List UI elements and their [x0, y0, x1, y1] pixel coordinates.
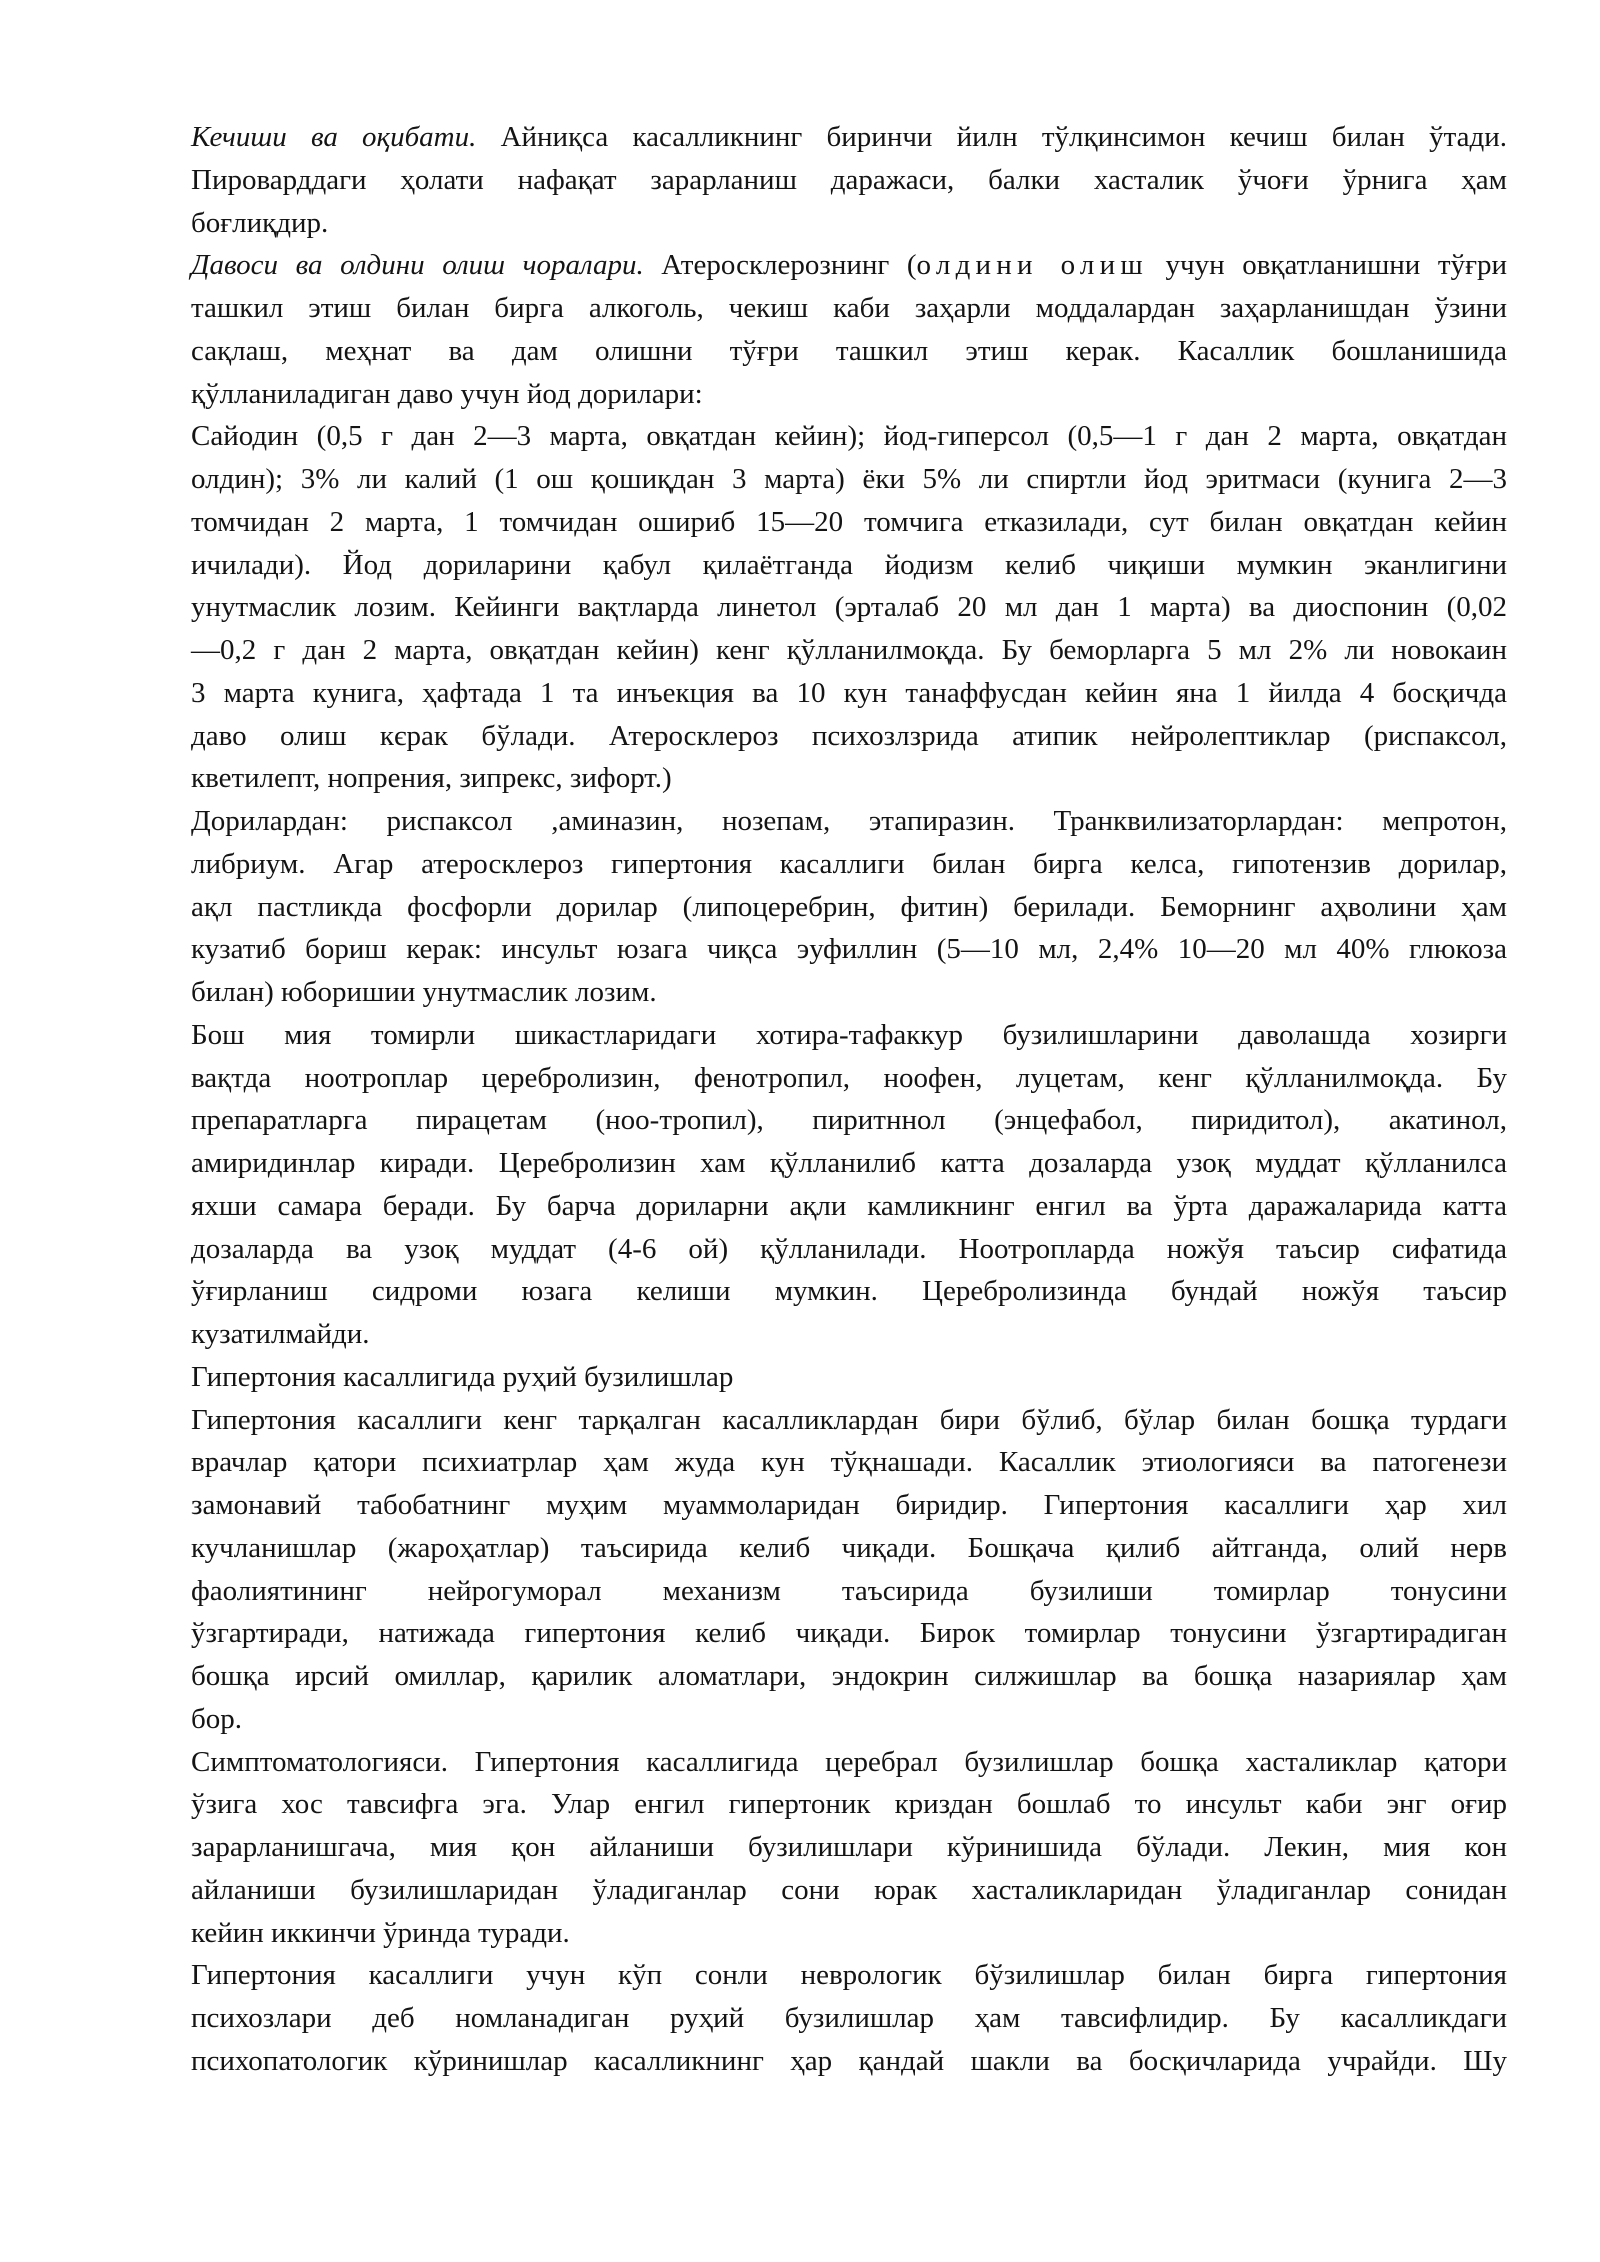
text-line [191, 716, 1507, 756]
text-segment: 3 марта кунига, ҳафтада 1 та инъекция ва 10 кун танаффусдан кейин яна 1 йилда 4 босқичда [191, 676, 1507, 709]
text-segment: қўлланиладиган даво учун йод дорилари: [191, 377, 703, 410]
text-line [191, 801, 1507, 841]
text-line [191, 630, 1507, 670]
text-segment: олдин); 3% ли калий (1 ош қошиқдан 3 марта) ёки 5% ли спиртли йод эритмаси (кунига 2—3 [191, 463, 1507, 495]
text-segment: боғлиқдир. [191, 206, 329, 239]
text-line [191, 844, 1507, 884]
text-line [191, 1955, 1507, 1995]
text-line [191, 1015, 1507, 1055]
text-segment: фаолиятининг нейрогуморал механизм таъсирида бузилиши томирлар тонусини [191, 1574, 1507, 1607]
text-segment: сақлаш, меҳнат ва дам олишни тўғри ташкил этиш керак. Касаллик бошланишида [191, 334, 1507, 367]
text-line [191, 758, 1507, 798]
text-line [191, 1485, 1507, 1525]
text-line [191, 1100, 1507, 1140]
text-line [191, 1870, 1507, 1910]
text-line [191, 502, 1507, 542]
text-segment: айланиши бузилишларидан ўладиганлар сони юрак хасталикларидан ўладиганлар сонидан [191, 1873, 1507, 1906]
text-segment: кучланишлар (жароҳатлар) таъсирида келиб чиқади. Бошқача қилиб айтганда, олий нерв [191, 1531, 1507, 1564]
text-segment: ўзгартиради, натижада гипертония келиб чиқади. Бирок томирлар тонусини ўзгартирадиган [191, 1617, 1507, 1650]
text-segment: бошқа ирсий омиллар, қарилик аломатлари, эндокрин силжишлар ва бошқа назариялар ҳам [191, 1660, 1507, 1692]
text-segment: Дорилардан: риспаксол ,аминазин, нозепам, этапиразин. Транквилизаторлардан: мепротон, [191, 805, 1507, 837]
text-segment: амиридинлар киради. Церебролизин хам қўлланилиб катта дозаларда узоқ муддат қўлланилса [191, 1147, 1507, 1179]
text-segment: кузатиб бориш керак: инсульт юзага чиқса эуфиллин (5—10 мл, 2,4% 10—20 мл 40% глюкоза [191, 933, 1507, 966]
text-line [191, 160, 1507, 200]
text-line [191, 245, 1507, 285]
text-line [191, 1314, 1507, 1354]
text-segment: ақл пастликда фосфорли дорилар (липоцеребрин, фитин) берилади. Беморнинг аҳволини ҳам [191, 890, 1507, 923]
text-line [191, 1699, 1507, 1739]
text-segment: олдини олиш [916, 249, 1148, 282]
text-line [191, 117, 1507, 157]
text-segment: учун овқатланишни тўғри [1147, 249, 1508, 282]
text-segment: кузатилмайди. [191, 1318, 370, 1350]
text-segment: Симптоматологияси. Гипертония касаллигида церебрал бузилишлар бошқа хасталиклар қатори [191, 1745, 1507, 1778]
text-line [191, 459, 1507, 499]
text-segment: Атеросклерознинг ( [643, 249, 917, 282]
text-line [191, 545, 1507, 585]
text-line [191, 1571, 1507, 1611]
text-line [191, 2041, 1507, 2081]
text-line [191, 1442, 1507, 1482]
text-segment: яхши самара беради. Бу барча дориларни ақли камликнинг енгил ва ўрта даражаларида катта [191, 1189, 1507, 1222]
text-segment: билан) юборишии унутмаслик лозим. [191, 976, 657, 1008]
text-segment: бор. [191, 1702, 243, 1735]
text-line [191, 1357, 1507, 1397]
text-segment: дозаларда ва узоқ муддат (4-6 ой) қўлланилади. Ноотропларда ножўя таъсир сифатида [191, 1232, 1507, 1265]
text-segment: врачлар қатори психиатрлар ҳам жуда кун тўқнашади. Касаллик этиологияси ва патогенези [191, 1446, 1507, 1479]
text-segment: кейин иккинчи ўринда туради. [191, 1916, 570, 1949]
text-segment: Сайодин (0,5 г дан 2—3 марта, овқатдан кейин); йод-гиперсол (0,5—1 г дан 2 марта, овқатдан [191, 420, 1507, 453]
italic-heading-text: Давоси ва олдини олиш чоралари. [191, 249, 644, 282]
text-segment: Гипертония касаллигида руҳий бузилишлар [191, 1360, 734, 1393]
text-line [191, 587, 1507, 627]
text-line [191, 1271, 1507, 1311]
text-segment: ичилади). Йод дориларини қабул қилаётганда йодизм келиб чиқиши мумкин эканлигини [191, 548, 1507, 581]
text-segment: Айниқса касалликнинг биринчи йилн тўлқинсимон кечиш билан ўтади. [476, 121, 1507, 153]
text-segment: кветилепт, нопрения, зипрекс, зифорт.) [191, 762, 672, 795]
text-segment: Бош мия томирли шикастларидаги хотира-тафаккур бузилишларини даволашда хозирги [191, 1018, 1507, 1051]
text-line [191, 1998, 1507, 2038]
text-line [191, 1400, 1507, 1440]
text-line [191, 1528, 1507, 1568]
text-line [191, 416, 1507, 456]
text-line [191, 1613, 1507, 1653]
text-segment: Гипертония касаллиги учун кўп сонли неврологик бўзилишлар билан бирга гипертония [191, 1959, 1507, 1992]
text-line [191, 1827, 1507, 1867]
text-segment: томчидан 2 марта, 1 томчидан ошириб 15—20 томчига етказилади, сут билан овқатдан кейин [191, 505, 1507, 538]
text-segment: унутмаслик лозим. Кейинги вақтларда линетол (эрталаб 20 мл дан 1 марта) ва диоспонин (0,02 [191, 591, 1507, 624]
text-line [191, 1058, 1507, 1098]
text-segment: ўғирланиш сидроми юзага келиши мумкин. Церебролизинда бундай ножўя таъсир [191, 1275, 1507, 1308]
text-segment: даво олиш кєрак бўлади. Атеросклероз психозлзрида атипик нейролептиклар (риспаксол, [191, 719, 1507, 752]
text-segment: —0,2 г дан 2 марта, овқатдан кейин) кенг қўлланилмоқда. Бу беморларга 5 мл 2% ли новокаин [191, 634, 1507, 666]
text-segment: Пироварддаги ҳолати нафақат зарарланиш даражаси, балки хасталик ўчоғи ўрнига ҳам [191, 163, 1507, 196]
text-segment: зарарланишгача, мия қон айланиши бузилишлари кўринишида бўлади. Лекин, мия кон [191, 1831, 1507, 1863]
text-segment: ташкил этиш билан бирга алкоголь, чекиш каби заҳарли моддалардан заҳарланишдан ўзини [191, 292, 1507, 324]
text-line [191, 887, 1507, 927]
text-line [191, 1656, 1507, 1696]
text-segment: ўзига хос тавсифга эга. Улар енгил гипертоник криздан бошлаб то инсульт каби энг оғир [191, 1788, 1507, 1821]
text-line [191, 1913, 1507, 1953]
text-line [191, 1229, 1507, 1269]
text-line [191, 673, 1507, 713]
text-segment: вақтда ноотроплар церебролизин, фенотропил, ноофен, луцетам, кенг қўлланилмоқда. Бу [191, 1061, 1507, 1094]
text-segment: либриум. Агар атеросклероз гипертония касаллиги билан бирга келса, гипотензив дорилар, [191, 847, 1507, 880]
text-line [191, 203, 1507, 243]
text-line [191, 929, 1507, 969]
text-segment: психозлари деб номланадиган руҳий бузилишлар ҳам тавсифлидир. Бу касалликдаги [191, 2002, 1507, 2034]
text-line [191, 1784, 1507, 1824]
text-line [191, 1186, 1507, 1226]
text-line [191, 1742, 1507, 1782]
text-line [191, 972, 1507, 1012]
text-line [191, 374, 1507, 414]
text-segment: препаратларга пирацетам (ноо-тропил), пиритннол (энцефабол, пиридитол), акатинол, [191, 1104, 1507, 1137]
text-line [191, 331, 1507, 371]
text-segment: замонавий табобатнинг муҳим муаммоларидан биридир. Гипертония касаллиги ҳар хил [191, 1489, 1507, 1521]
text-segment: Гипертония касаллиги кенг тарқалган касалликлардан бири бўлиб, бўлар билан бошқа турдаги [191, 1403, 1507, 1436]
italic-heading-text: Кечиши ва оқибати. [191, 121, 477, 153]
text-segment: психопатологик кўринишлар касалликнинг ҳар қандай шакли ва босқичларида учрайди. Шу [191, 2044, 1507, 2077]
text-line [191, 1143, 1507, 1183]
text-line [191, 288, 1507, 328]
